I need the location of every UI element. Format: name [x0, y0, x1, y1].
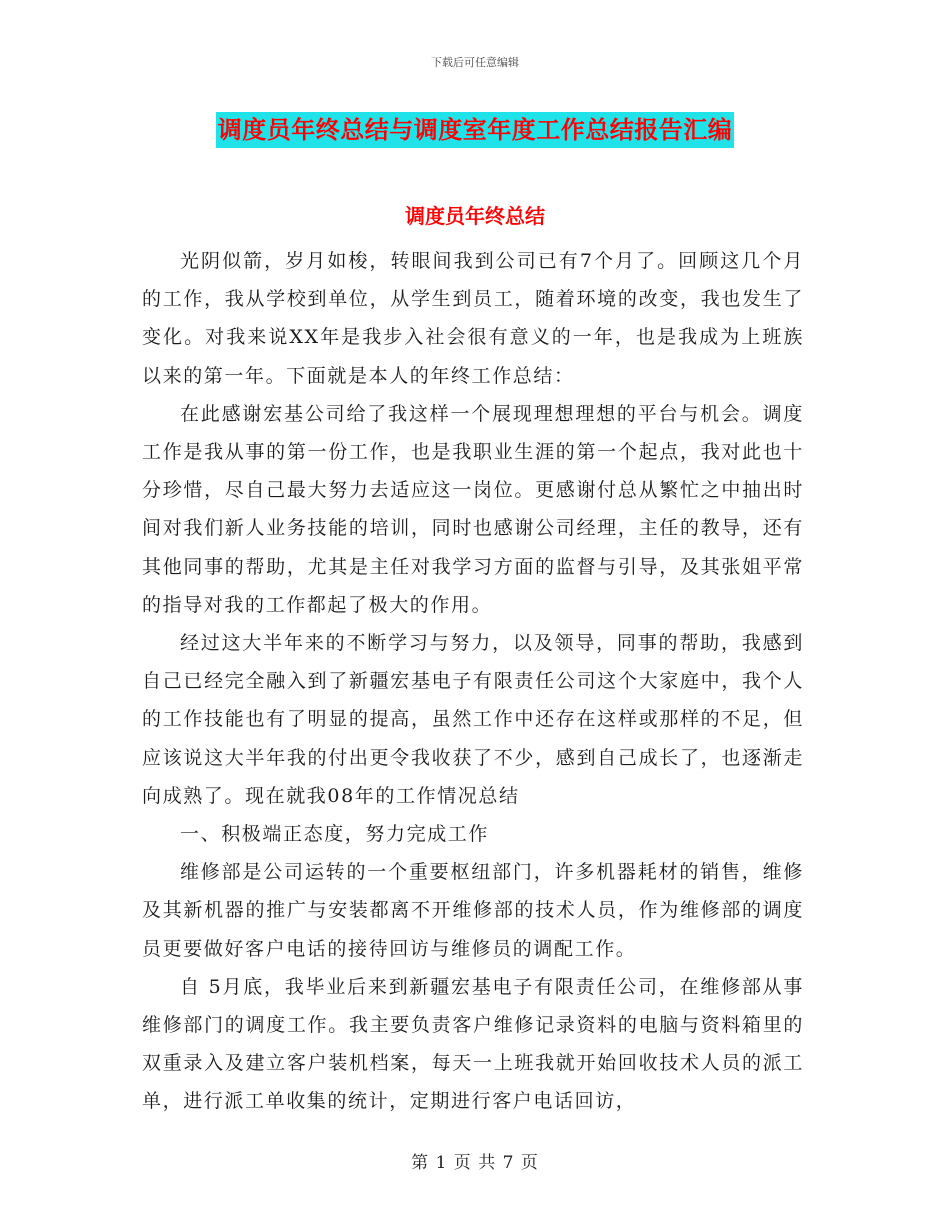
page-footer: 第 1 页 共 7 页: [411, 1153, 539, 1173]
paragraph: 经过这大半年来的不断学习与努力，以及领导，同事的帮助，我感到自己已经完全融入到了新疆宏基电子有限责任公司这个大家庭中，我个人的工作技能也有了明显的提高，虽然工作中还存在这样或那样的不足，但应该说这大半年我的付出更令我收获了不少，感到自己成长了，也逐渐走向成熟了。现在就我08年的工作情况总结: [142, 632, 804, 807]
paragraph: 光阴似箭，岁月如梭，转眼间我到公司已有7个月了。回顾这几个月的工作，我从学校到单位，从学生到员工，随着环境的改变，我也发生了变化。对我来说XX年是我步入社会很有意义的一年，也是我成为上班族以来的第一年。下面就是本人的年终工作总结：: [142, 250, 804, 387]
page-header-note: 下载后可任意编辑: [431, 56, 519, 69]
paragraph: 在此感谢宏基公司给了我这样一个展现理想理想的平台与机会。调度工作是我从事的第一份工作，也是我职业生涯的第一个起点，我对此也十分珍惜，尽自己最大努力去适应这一岗位。更感谢付总从繁忙之中抽出时间对我们新人业务技能的培训，同时也感谢公司经理，主任的教导，还有其他同事的帮助，尤其是主任对我学习方面的监督与引导，及其张姐平常的指导对我的工作都起了极大的作用。: [142, 402, 804, 616]
body-text: [142, 242, 804, 1121]
section-heading: 一、积极端正态度，努力完成工作: [180, 823, 490, 846]
document-title: 调度员年终总结与调度室年度工作总结报告汇编: [216, 112, 735, 148]
paragraph: 自 5月底，我毕业后来到新疆宏基电子有限责任公司，在维修部从事维修部门的调度工作。我主要负责客户维修记录资料的电脑与资料箱里的双重录入及建立客户装机档案，每天一上班我就开始回收技术人员的派工单，进行派工单收集的统计，定期进行客户电话回访，: [142, 975, 804, 1113]
section-title: 调度员年终总结: [405, 204, 545, 228]
document-title-container: [0, 112, 950, 148]
paragraph: 维修部是公司运转的一个重要枢纽部门，许多机器耗材的销售，维修及其新机器的推广与安装都离不开维修部的技术人员，作为维修部的调度员更要做好客户电话的接待回访与维修员的调配工作。: [142, 861, 804, 960]
